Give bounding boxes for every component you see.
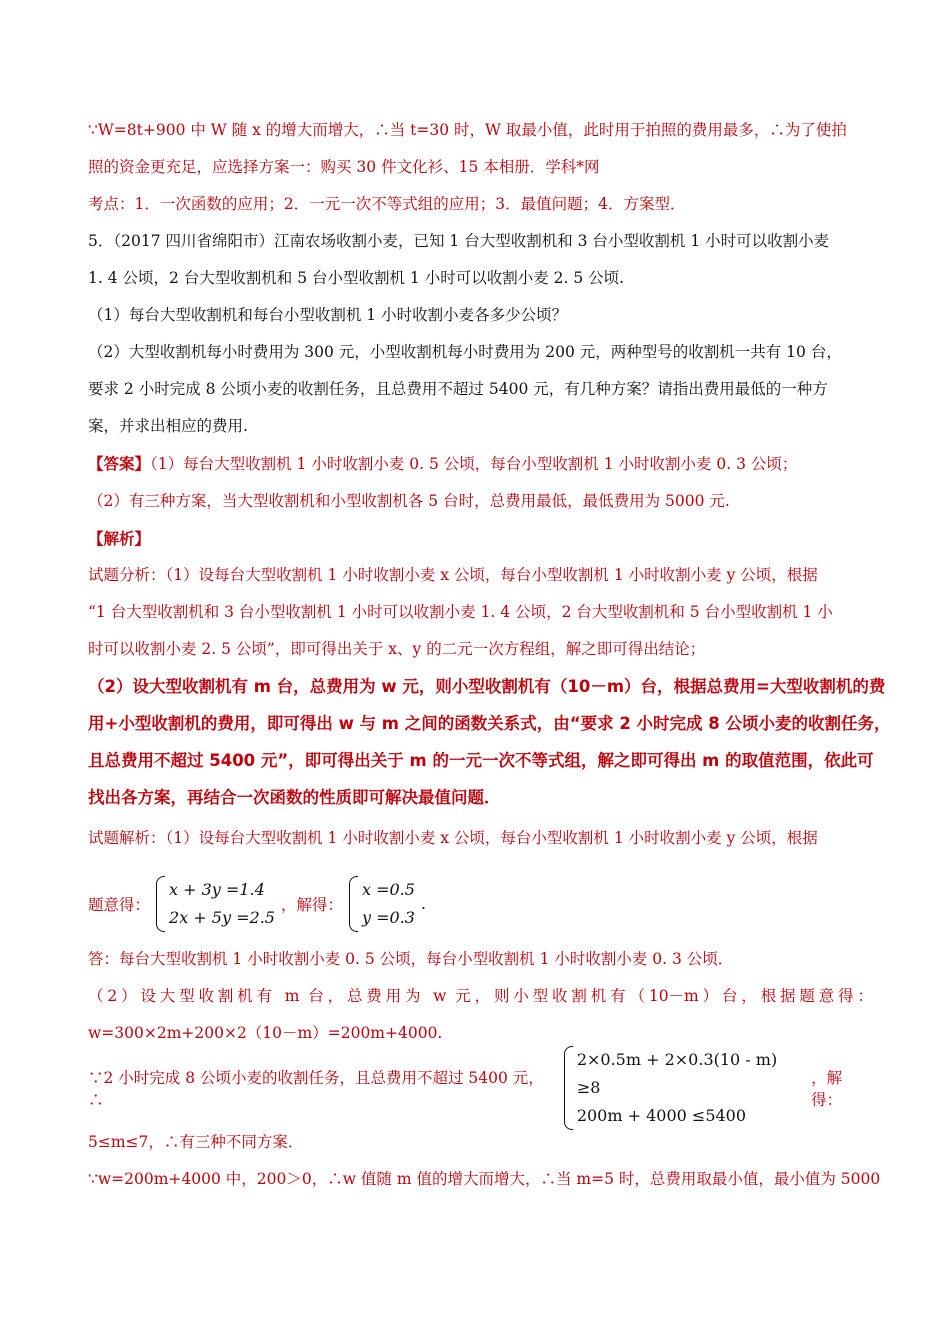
- solution-line: 试题解析：（1）设每台大型收割机 1 小时收割小麦 x 公顷，每台小型收割机 1 小时收割小麦 y 公顷，根据: [88, 829, 818, 847]
- equation-system: x + 3y =1.4 2x + 5y =2.5: [156, 876, 275, 932]
- analysis-tag: 【解析】: [88, 529, 151, 548]
- question-line: （2）大型收割机每小时费用为 300 元，小型收割机每小时费用为 200 元，两种型号的收割机一共有 10 台，: [88, 343, 842, 361]
- brace-icon: [349, 876, 358, 932]
- text-line: ∵W=8t+900 中 W 随 x 的增大而增大，∴当 t=30 时，W 取最小值，此时用于拍照的费用最多，∴为了使拍: [88, 121, 847, 139]
- question-line: 1. 4 公顷，2 台大型收割机和 5 台小型收割机 1 小时可以收割小麦 2. 5 公顷.: [88, 269, 625, 287]
- analysis-line: 用+小型收割机的费用，即可得出 w 与 m 之间的函数关系式，由“要求 2 小时完成 8 公顷小麦的收割任务，: [88, 714, 891, 733]
- solution-line: 答：每台大型收割机 1 小时收割小麦 0. 5 公顷，每台小型收割机 1 小时收割小麦 0. 3 公顷．: [88, 950, 734, 968]
- question-line: （1）每台大型收割机和每台小型收割机 1 小时收割小麦各多少公顷？: [88, 306, 568, 324]
- analysis-line: 找出各方案，再结合一次函数的性质即可解决最值问题．: [88, 788, 501, 807]
- question-line: 案，并求出相应的费用.: [88, 417, 248, 435]
- question-line: 要求 2 小时完成 8 公顷小麦的收割任务，且总费用不超过 5400 元，有几种方案？请指出费用最低的一种方: [88, 380, 828, 398]
- text-line: 照的资金更充足，应选择方案一：购买 30 件文化衫、15 本相册．学科*网: [88, 158, 600, 176]
- equation-line: 题意得： x + 3y =1.4 2x + 5y =2.5 ，解得： x =0.5 y =0.3 .: [88, 875, 873, 933]
- solution-line: ∵w=200m+4000 中，200＞0，∴w 值随 m 值的增大而增大，∴当 m=5 时，总费用取最小值，最小值为 5000: [88, 1170, 881, 1188]
- question-line: 5．（2017 四川省绵阳市）江南农场收割小麦，已知 1 台大型收割机和 3 台小型收割机 1 小时可以收割小麦: [88, 232, 830, 250]
- analysis-line: 且总费用不超过 5400 元”，即可得出关于 m 的一元一次不等式组，解之即可得出 m 的取值范围，依此可: [88, 751, 874, 770]
- text-line: 考点：1．一次函数的应用；2．一元一次不等式组的应用；3．最值问题；4．方案型．: [88, 195, 686, 213]
- analysis-line: （2）设大型收割机有 m 台，总费用为 w 元，则小型收割机有（10－m）台，根据总费用=大型收割机的费: [88, 677, 886, 696]
- solution-line: w=300×2m+200×2（10－m）=200m+4000.: [88, 1024, 443, 1042]
- solution-line: 5≤m≤7，∴有三种不同方案．: [88, 1133, 304, 1151]
- analysis-line: 时可以收割小麦 2. 5 公顷”，即可得出关于 x、y 的二元一次方程组，解之即可得出结论；: [88, 640, 706, 658]
- answer-line: （2）有三种方案，当大型收割机和小型收割机各 5 台时，总费用最低，最低费用为 5000 元.: [88, 492, 730, 510]
- inequality-line: ∵2 小时完成 8 公顷小麦的收割任务，且总费用不超过 5400 元，∴ 2×0.5m + 2×0.3(10 - m) ≥8 200m + 4000 ≤5400 ，解得：: [88, 1058, 873, 1118]
- solution-system: x =0.5 y =0.3: [349, 876, 415, 932]
- answer-line: 【答案】（1）每台大型收割机 1 小时收割小麦 0. 5 公顷，每台小型收割机 1 小时收割小麦 0. 3 公顷；: [88, 454, 798, 473]
- solution-line: （2）设大型收割机有 m 台，总费用为 w 元，则小型收割机有（10－m）台，根据题意得：: [88, 987, 873, 1005]
- inequality-system: 2×0.5m + 2×0.3(10 - m) ≥8 200m + 4000 ≤5400: [564, 1046, 805, 1130]
- analysis-line: 试题分析：（1）设每台大型收割机 1 小时收割小麦 x 公顷，每台小型收割机 1 小时收割小麦 y 公顷，根据: [88, 566, 818, 584]
- content-area: [88, 112, 891, 1198]
- brace-icon: [156, 876, 165, 932]
- answer-tag: 【答案】: [88, 454, 151, 473]
- brace-icon: [564, 1046, 573, 1130]
- analysis-line: “1 台大型收割机和 3 台小型收割机 1 小时可以收割小麦 1. 4 公顷，2 台大型收割机和 5 台小型收割机 1 小: [88, 603, 833, 621]
